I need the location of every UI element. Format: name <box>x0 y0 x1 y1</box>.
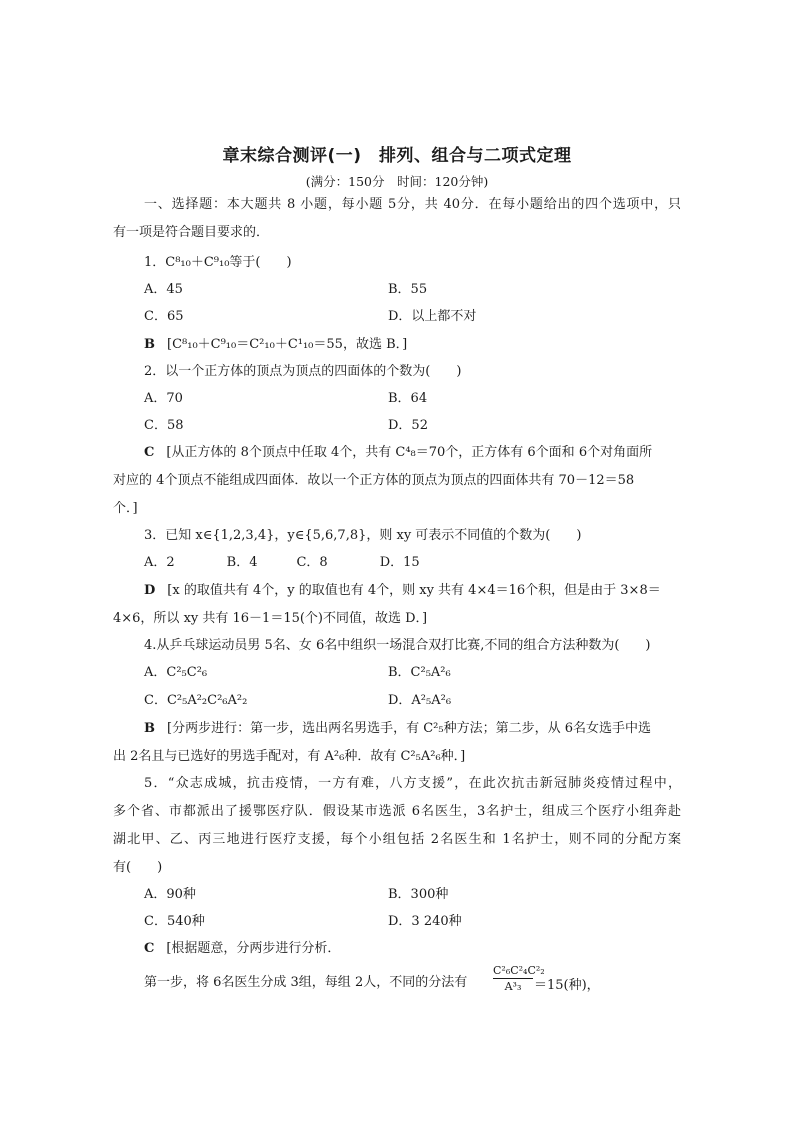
q4-stem: 4.从乒乓球运动员男 5名、女 6名中组织一场混合双打比赛,不同的组合方法种数为( ) <box>144 638 651 653</box>
q5-stem-line-1: 5．“众志成城，抗击疫情，一方有难，八方支援”，在此次抗击新冠肺炎疫情过程中， <box>144 776 681 791</box>
exam-info: (满分：150分 时间：120分钟) <box>305 174 489 189</box>
q3-explanation-1: [x 的取值共有 4个，y 的取值也有 4个，则 xy 共有 4×4＝16个积，但是由于 3×8＝ <box>167 583 661 598</box>
q5-option-b: B．300种 <box>388 887 449 902</box>
q4-solution <box>144 720 651 738</box>
page-title: 章末综合测评(一) 排列、组合与二项式定理 <box>222 146 572 166</box>
q2-option-c: C．58 <box>144 418 184 433</box>
q5-answer: C <box>144 941 155 956</box>
q4-option-d: D．A²₅A²₆ <box>388 693 452 708</box>
q3-answer: D <box>144 583 156 598</box>
q5-stem-line-3: 湖北甲、乙、丙三地进行医疗支援，每个小组包括 2名医生和 1名护士，则不同的分配方案 <box>113 832 681 847</box>
q3-stem: 3．已知 x∈{1,2,3,4}，y∈{5,6,7,8}，则 xy 可表示不同值的个数为( ) <box>144 528 582 543</box>
section-instruction-line-1: 一、选择题：本大题共 8 小题，每小题 5分，共 40分．在每小题给出的四个选项中，只 <box>144 197 681 212</box>
q4-answer: B <box>144 721 155 736</box>
q2-explanation-2: 对应的 4个顶点不能组成四面体．故以一个正方体的顶点为顶点的四面体共有 70－12＝58 <box>113 473 635 488</box>
fraction-numerator: C²₆C²₄C²₂ <box>493 964 545 977</box>
q5-explanation-result: ＝15(种)， <box>534 978 600 993</box>
q5-stem-line-4: 有( ) <box>113 860 163 875</box>
q2-solution <box>144 444 652 462</box>
q2-explanation-1: [从正方体的 8个顶点中任取 4个，共有 C⁴₈＝70个，正方体有 6个面和 6个对角面所 <box>166 445 653 460</box>
q3-options: A．2 B．4 C．8 D．15 <box>144 555 420 570</box>
fraction-denominator: A³₃ <box>504 980 522 993</box>
q5-explanation-1: [根据题意，分两步进行分析． <box>166 941 341 956</box>
q1-answer: B <box>144 337 155 352</box>
q2-explanation-3: 个．] <box>113 501 138 516</box>
q5-fraction <box>493 964 545 993</box>
q4-option-c: C．C²₅A²₂C²₆A²₂ <box>144 693 248 708</box>
q2-option-d: D．52 <box>388 418 428 433</box>
q5-option-d: D．3 240种 <box>388 914 462 929</box>
q4-explanation-2: 出 2名且与已选好的男选手配对，有 A²₆种．故有 C²₅A²₆种．] <box>113 749 466 764</box>
q3-solution <box>144 582 661 600</box>
q4-option-a: A．C²₅C²₆ <box>144 665 208 680</box>
q1-option-b: B．55 <box>388 282 428 297</box>
q5-solution <box>144 940 340 958</box>
q1-solution <box>144 336 407 354</box>
q2-option-b: B．64 <box>388 391 428 406</box>
q1-option-a: A．45 <box>144 282 183 297</box>
q4-option-b: B．C²₅A²₆ <box>388 665 451 680</box>
q4-explanation-1: [分两步进行：第一步，选出两名男选手，有 C²₅种方法；第二步，从 6名女选手中选 <box>167 721 651 736</box>
section-instruction-line-2: 有一项是符合题目要求的． <box>113 225 270 240</box>
q2-stem: 2．以一个正方体的顶点为顶点的四面体的个数为( ) <box>144 364 462 379</box>
q1-option-c: C．65 <box>144 309 184 324</box>
q2-option-a: A．70 <box>144 391 183 406</box>
q1-explanation: [C⁸₁₀＋C⁹₁₀＝C²₁₀＋C¹₁₀＝55，故选 B．] <box>167 337 408 352</box>
q5-option-c: C．540种 <box>144 914 205 929</box>
q5-stem-line-2: 多个省、市都派出了援鄂医疗队．假设某市选派 6名医生，3名护士，组成三个医疗小组奔赴 <box>113 804 681 819</box>
q1-stem: 1．C⁸₁₀＋C⁹₁₀等于( ) <box>144 255 292 270</box>
q2-answer: C <box>144 445 155 460</box>
q5-explanation-2: 第一步，将 6名医生分成 3组，每组 2人，不同的分法有 <box>144 975 468 990</box>
q3-explanation-2: 4×6，所以 xy 共有 16－1＝15(个)不同值，故选 D．] <box>113 611 428 626</box>
q1-option-d: D．以上都不对 <box>388 309 477 324</box>
q5-option-a: A．90种 <box>144 887 196 902</box>
